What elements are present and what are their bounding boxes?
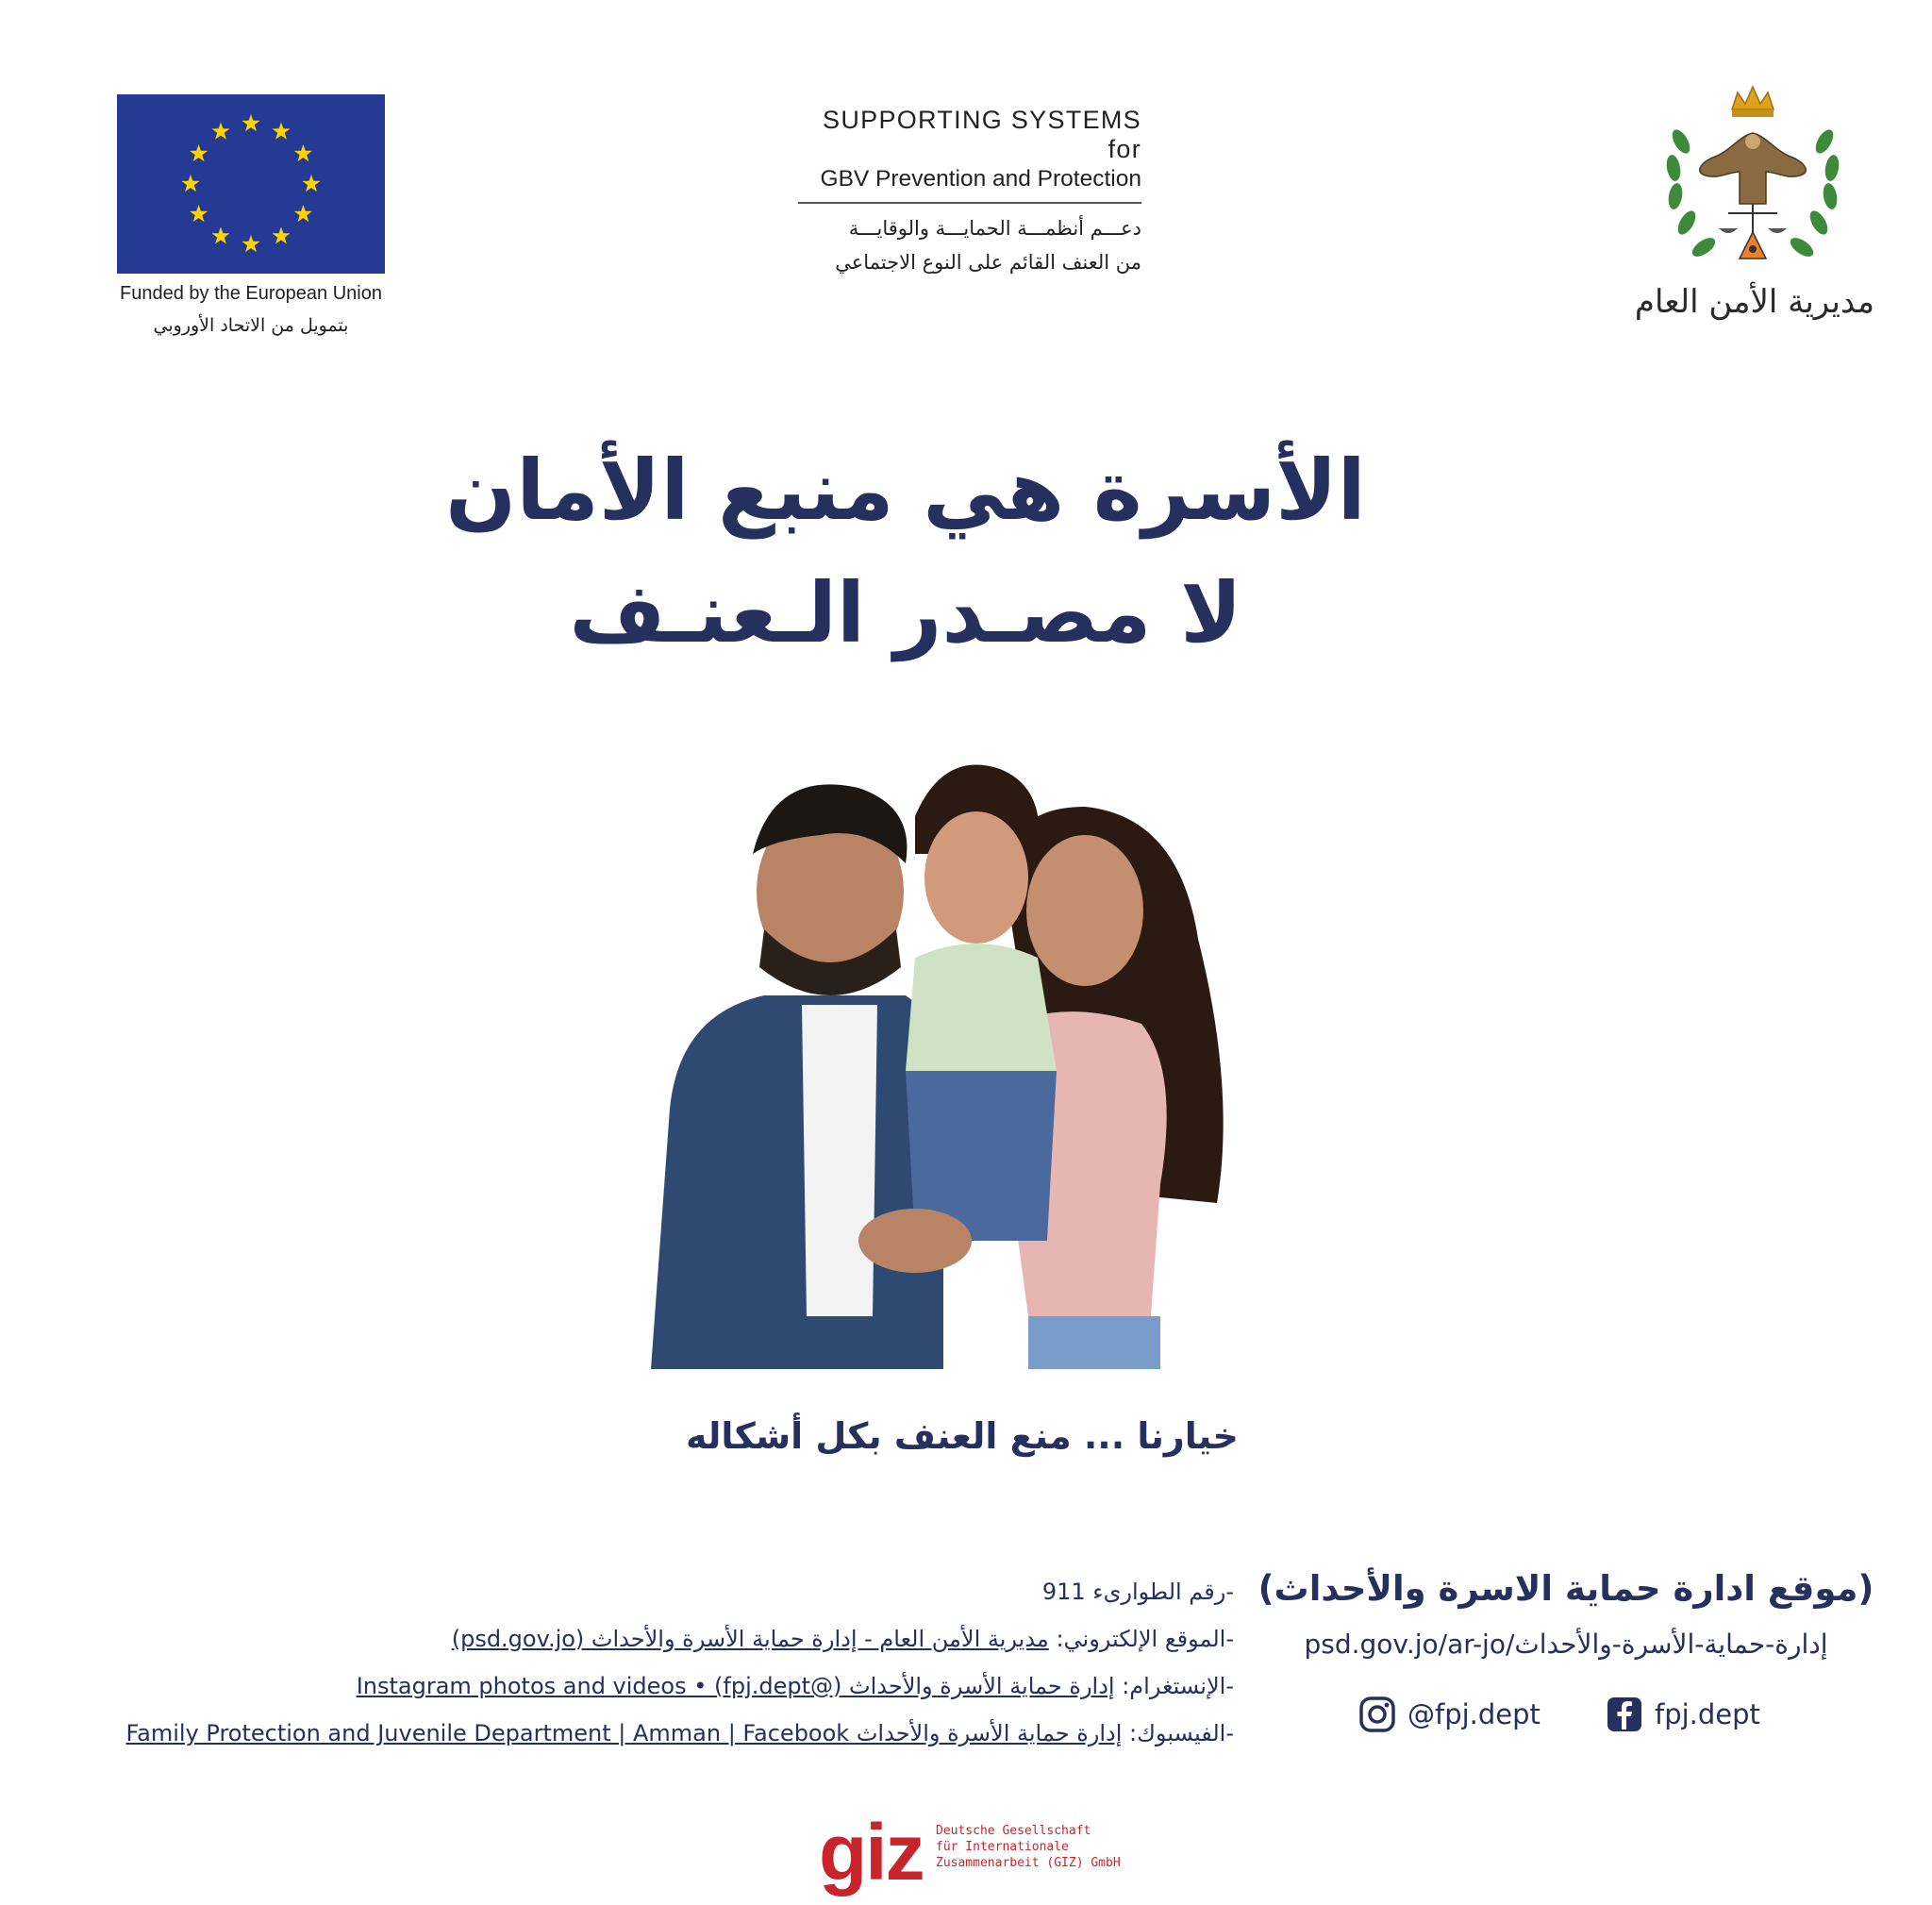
tagline: خيارنا ... منع العنف بكل أشكاله <box>686 1415 1239 1457</box>
eu-funded-ar: بتمويل من الاتحاد الأوروبي <box>153 315 349 336</box>
instagram-icon <box>1358 1696 1396 1733</box>
facebook-link[interactable]: إدارة حماية الأسرة والأحداث Family Protection and Juvenile Department | Amman | Facebook <box>125 1720 1123 1746</box>
contact-list <box>38 1568 1234 1757</box>
emergency-label: -رقم الطوارىء <box>1092 1579 1234 1605</box>
website-link[interactable]: مديرية الأمن العام - إدارة حماية الأسرة والأحداث (psd.gov.jo) <box>451 1626 1049 1652</box>
ss-divider <box>798 202 1141 204</box>
giz-line1: Deutsche Gesellschaft <box>936 1824 1091 1838</box>
contact-website <box>38 1615 1234 1663</box>
ss-arabic-line2: من العنف القائم على النوع الاجتماعي <box>835 251 1141 274</box>
headline <box>396 429 1415 675</box>
ss-title-line2: GBV Prevention and Protection <box>820 166 1141 192</box>
website-label: -الموقع الإلكتروني: <box>1056 1626 1234 1652</box>
giz-line2: für Internationale <box>936 1840 1069 1854</box>
eu-flag-stars <box>117 94 385 274</box>
ss-arabic-line1: دعـــم أنظمـــة الحمايـــة والوقايـــة <box>848 217 1141 240</box>
contact-instagram <box>38 1663 1234 1710</box>
headline-line1: الأسرة هي منبع الأمان <box>445 442 1366 539</box>
social-handles <box>1358 1691 1811 1738</box>
instagram-label: -الإنستغرام: <box>1122 1673 1234 1699</box>
facebook-icon <box>1606 1696 1643 1733</box>
contact-facebook <box>38 1710 1234 1757</box>
contact-emergency <box>38 1568 1234 1615</box>
supporting-systems-logo <box>798 106 1141 274</box>
fpj-site-title: (موقع ادارة حماية الاسرة والأحداث) <box>1257 1568 1874 1609</box>
instagram-handle: @fpj.dept <box>1407 1698 1541 1730</box>
instagram-link[interactable]: إدارة حماية الأسرة والأحداث (@fpj.dept) • Instagram photos and videos <box>356 1673 1115 1699</box>
facebook-handle-item[interactable] <box>1606 1691 1760 1738</box>
facebook-handle: fpj.dept <box>1655 1698 1760 1730</box>
family-photo <box>632 750 1245 1369</box>
giz-line3: Zusammenarbeit (GIZ) GmbH <box>936 1856 1121 1870</box>
facebook-label: -الفيسبوك: <box>1129 1720 1234 1746</box>
giz-name <box>936 1823 1121 1871</box>
giz-logo: giz <box>819 1808 924 1897</box>
instagram-handle-item[interactable] <box>1358 1691 1541 1738</box>
ss-title-line1: SUPPORTING SYSTEMS for <box>823 106 1141 163</box>
eu-flag-icon <box>117 94 385 274</box>
public-security-emblem-icon <box>1649 81 1857 289</box>
fpj-site-url[interactable]: psd.gov.jo/ar-jo/إدارة-حماية-الأسرة-والأحداث <box>1304 1629 1828 1660</box>
eu-funded-en: Funded by the European Union <box>120 283 382 304</box>
headline-line2: لا مصـدر الـعنـف <box>569 564 1242 661</box>
emergency-number: 911 <box>1041 1579 1086 1605</box>
psd-name-arabic: مديرية الأمن العام <box>1634 283 1875 321</box>
